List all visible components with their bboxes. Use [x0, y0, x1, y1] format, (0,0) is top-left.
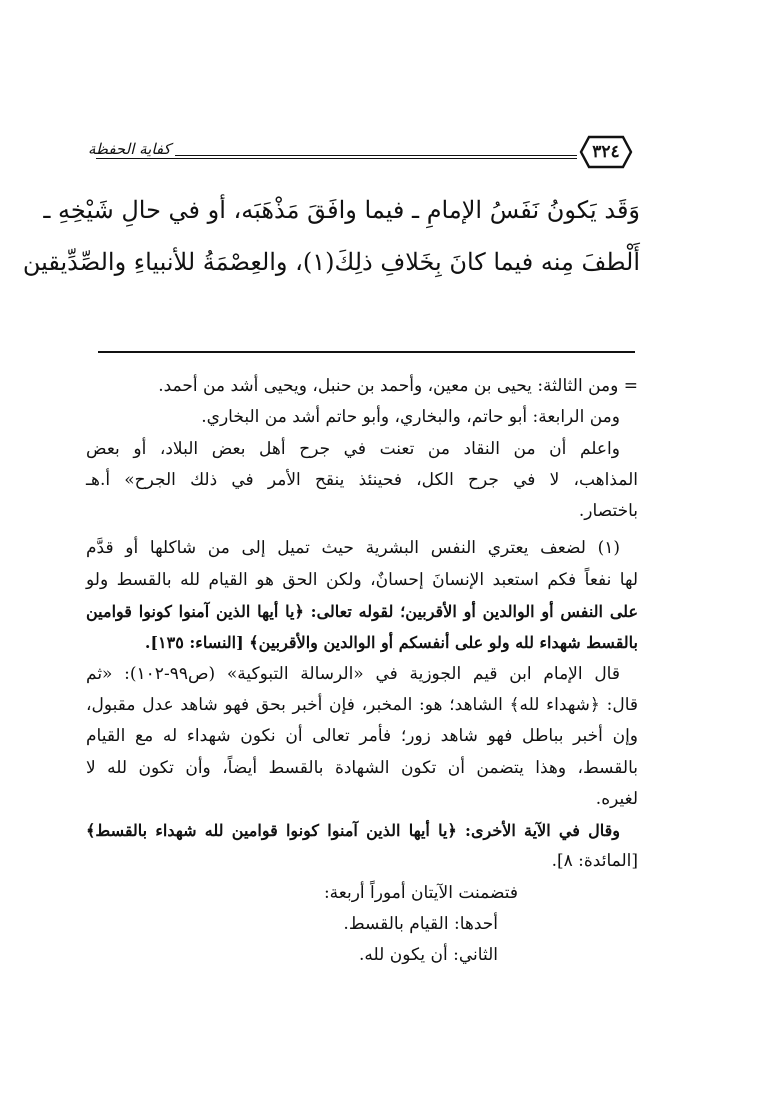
page-number-ornament — [579, 135, 633, 169]
main-text-line: وَقَد يَكونُ نَفَسُ الإمامِ ـ فيما وافَقَ مَذْهَبَه، أو في حالِ شَيْخِهِ ـ — [43, 196, 640, 224]
footnotes — [86, 371, 638, 972]
header-rule-thin — [96, 158, 577, 159]
main-text — [22, 184, 640, 288]
page-number: ٣٢٤ — [592, 142, 620, 162]
footnote-line: بالقسط شهداء لله ولو على أنفسكم أو الوالدين والأقربين﴾ [النساء: ١٣٥]. — [144, 633, 638, 653]
running-header — [84, 132, 639, 176]
footnote-line: بالقسط، وهذا يتضمن أن تكون الشهادة بالقسط أيضاً، وأن تكون لله لا — [86, 757, 638, 778]
footnote-line: على النفس أو الوالدين أو الأقربين؛ لقوله تعالى: ﴿يا أيها الذين آمنوا كونوا قوامين — [86, 602, 638, 622]
footnote-line: [المائدة: ٨]. — [551, 851, 638, 872]
footnote-line: واعلم أن من النقاد من تعنت في جرح أهل بعض البلاد، أو بعض — [86, 438, 620, 459]
footnote-line: فتضمنت الآيتان أموراً أربعة: — [323, 882, 518, 903]
book-title: كفاية الحفظة — [84, 140, 175, 158]
footnote-line: قال الإمام ابن قيم الجوزية في «الرسالة التبوكية» (ص٩٩-١٠٢): «ثم — [86, 663, 620, 684]
footnote-line: = ومن الثالثة: يحيى بن معين، وأحمد بن حنبل، ويحيى أشد من أحمد. — [158, 376, 638, 396]
footnote-line: (١) لضعف يعتري النفس البشرية حيث تميل إلى من شاكلها أو قدَّم — [86, 538, 620, 559]
footnote-line: وقال في الآية الأخرى: ﴿يا أيها الذين آمنوا كونوا قوامين لله شهداء بالقسط﴾ — [86, 821, 620, 841]
main-text-line: أَلْطفَ مِنه فيما كانَ بِخَلافِ ذلِكَ(١)، والعِصْمَةُ للأنبياءِ والصِّدِّيقين — [22, 248, 640, 276]
footnote-line: قال: ﴿شهداء لله﴾ الشاهد؛ هو: المخبر، فإن أخبر بحق فهو شاهد عدل مقبول، — [86, 694, 638, 715]
footnote-line: باختصار. — [578, 501, 638, 522]
footnote-line: الثاني: أن يكون لله. — [359, 945, 498, 966]
footnote-line: وإن أخبر بباطل فهو شاهد زور؛ فأمر تعالى أن نكون شهداء له مع القيام — [86, 726, 638, 747]
footnote-line: ومن الرابعة: أبو حاتم، والبخاري، وأبو حاتم أشد من البخاري. — [201, 407, 620, 428]
footnote-line: لغيره. — [595, 788, 638, 809]
footnote-line: المذاهب، لا في جرح الكل، فحينئذ ينقح الأمر في ذلك الجرح» أ.هـ — [86, 469, 638, 490]
footnote-separator — [98, 351, 635, 353]
footnote-line: لها نفعاً فكم استعبد الإنسانَ إحسانٌ، ولكن الحق هو القيام لله بالقسط ولو — [86, 569, 638, 590]
footnote-line: أحدها: القيام بالقسط. — [343, 914, 498, 935]
